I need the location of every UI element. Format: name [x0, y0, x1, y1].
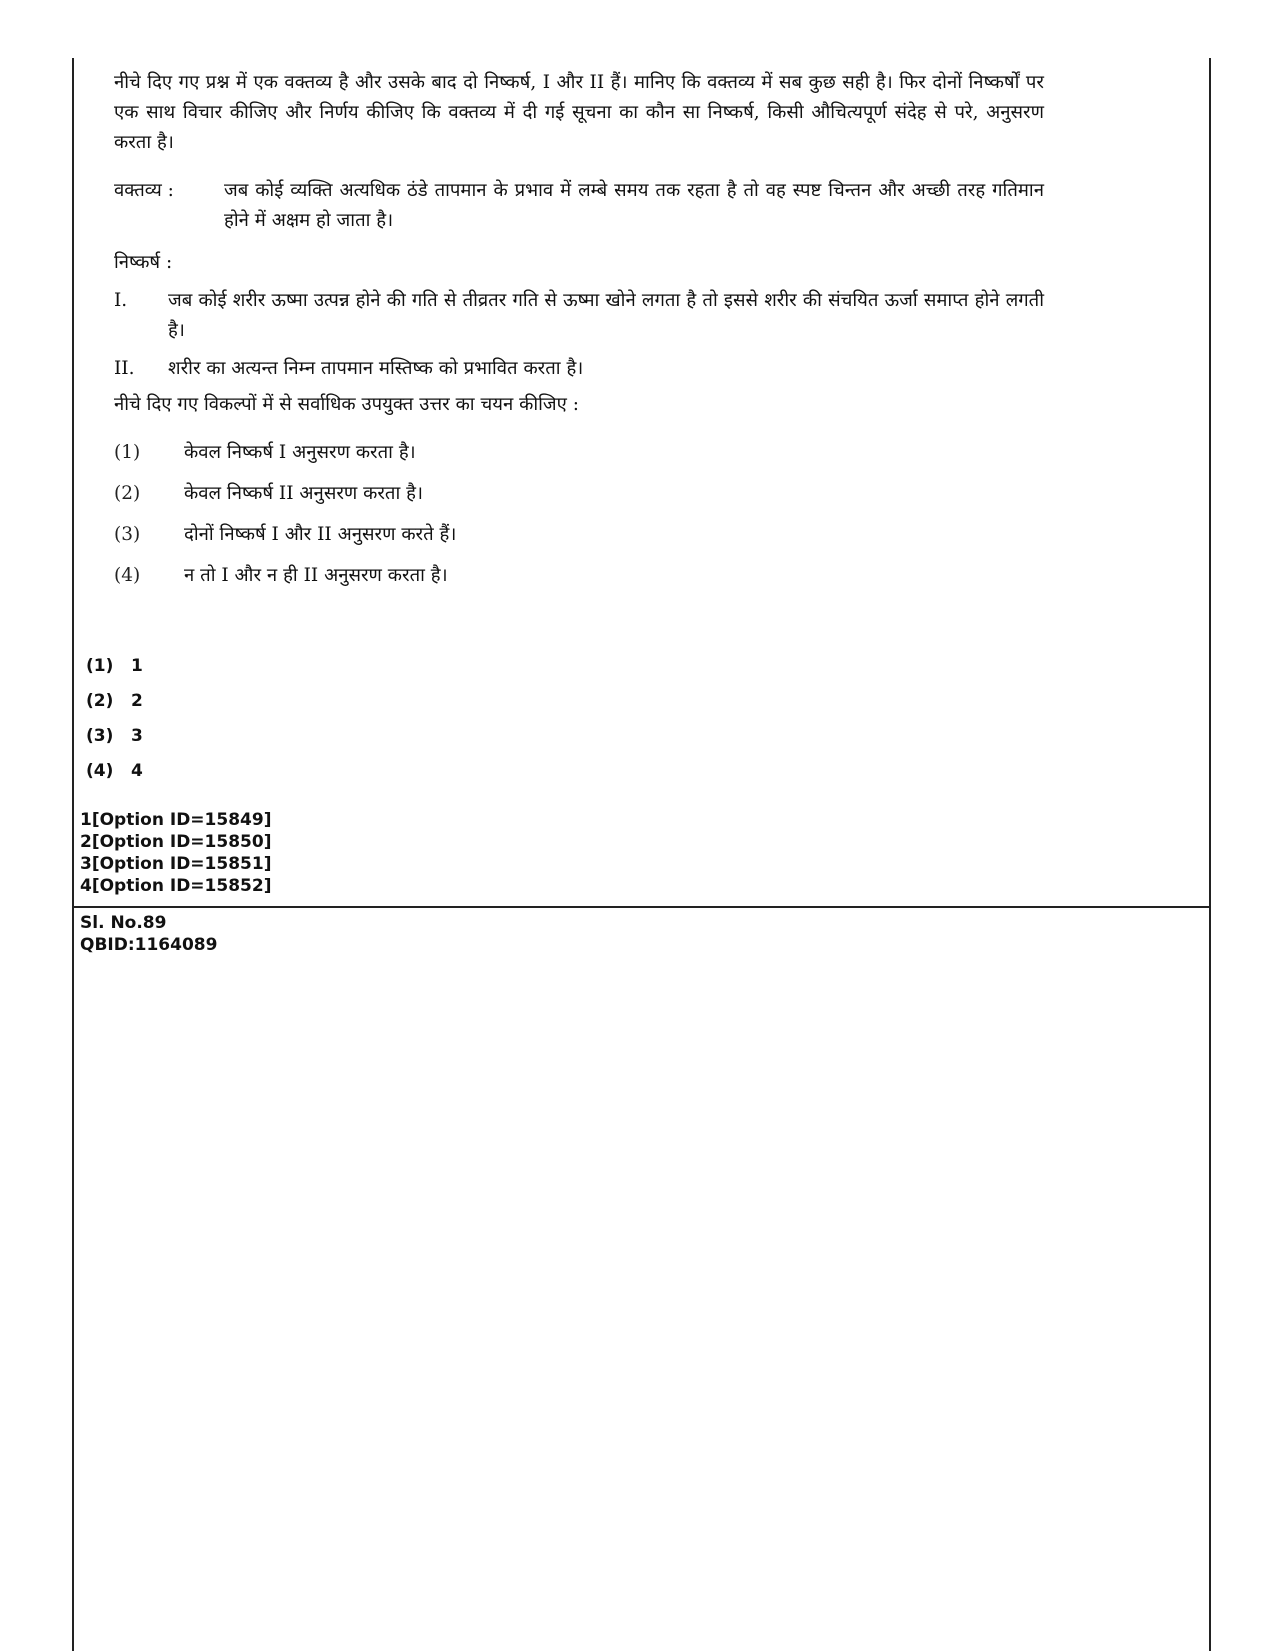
- statement-row: [114, 176, 1044, 236]
- question-block: [114, 68, 1044, 602]
- conclusions-label: निष्कर्ष :: [114, 251, 173, 273]
- option-id: 2[Option ID=15850]: [80, 832, 272, 852]
- answer-option-number: (4): [86, 761, 114, 781]
- answer-option-value: 3: [131, 726, 143, 746]
- answer-option[interactable]: [86, 656, 143, 691]
- answer-option-number: (1): [86, 656, 114, 676]
- answer-option-value: 2: [131, 691, 143, 711]
- conclusion-text: शरीर का अत्यन्त निम्न तापमान मस्तिष्क को प्रभावित करता है।: [168, 357, 584, 379]
- option-id-list: [80, 809, 271, 897]
- answer-option-value: 4: [131, 761, 143, 781]
- choice-list: [114, 438, 1044, 591]
- choice-item: [114, 520, 1044, 550]
- answer-instruction: नीचे दिए गए विकल्पों में से सर्वाधिक उपयुक्त उत्तर का चयन कीजिए :: [114, 393, 579, 415]
- conclusion-item: [114, 354, 1044, 384]
- choice-number: (1): [114, 441, 141, 463]
- answer-option[interactable]: [86, 726, 143, 761]
- option-id: 1[Option ID=15849]: [80, 810, 272, 830]
- qbid: QBID:1164089: [80, 935, 218, 955]
- choice-text: केवल निष्कर्ष II अनुसरण करता है।: [184, 482, 423, 504]
- serial-number: Sl. No.89: [80, 913, 167, 933]
- choice-item: [114, 479, 1044, 509]
- choice-text: न तो I और न ही II अनुसरण करता है।: [184, 564, 448, 586]
- statement-label: वक्तव्य :: [114, 179, 174, 201]
- answer-option[interactable]: [86, 691, 143, 726]
- question-intro: नीचे दिए गए प्रश्न में एक वक्तव्य है और उसके बाद दो निष्कर्ष, I और II हैं। मानिए कि वक्तव्य में सब कुछ सही है। फिर दोनों निष्कर्षों पर एक साथ विचार कीजिए और निर्णय कीजिए कि वक्तव्य में दी गई सूचना का कौन सा निष्कर्ष, किसी औचित्यपूर्ण संदेह से परे, अनुसरण करता है।: [114, 72, 1044, 153]
- choice-number: (2): [114, 482, 141, 504]
- next-question-meta: [80, 912, 217, 956]
- option-id: 4[Option ID=15852]: [80, 876, 272, 896]
- answer-options: [86, 656, 143, 796]
- conclusion-text: जब कोई शरीर ऊष्मा उत्पन्न होने की गति से तीव्रतर गति से ऊष्मा खोने लगता है तो इससे शरीर की संचयित ऊर्जा समाप्त होने लगती है।: [168, 289, 1044, 341]
- choice-text: दोनों निष्कर्ष I और II अनुसरण करते हैं।: [184, 523, 457, 545]
- statement-text: जब कोई व्यक्ति अत्यधिक ठंडे तापमान के प्रभाव में लम्बे समय तक रहता है तो वह स्पष्ट चिन्तन और अच्छी तरह गतिमान होने में अक्षम हो जाता है।: [224, 179, 1044, 231]
- choice-text: केवल निष्कर्ष I अनुसरण करता है।: [184, 441, 416, 463]
- answer-option-number: (2): [86, 691, 114, 711]
- choice-item: [114, 561, 1044, 591]
- conclusion-number: I.: [114, 289, 128, 311]
- answer-option[interactable]: [86, 761, 143, 796]
- conclusion-number: II.: [114, 357, 135, 379]
- option-id: 3[Option ID=15851]: [80, 854, 272, 874]
- right-border-line: [1209, 58, 1211, 1651]
- choice-number: (4): [114, 564, 141, 586]
- question-separator-line: [72, 906, 1211, 908]
- answer-option-value: 1: [131, 656, 143, 676]
- left-border-line: [72, 58, 74, 1651]
- choice-number: (3): [114, 523, 141, 545]
- choice-item: [114, 438, 1044, 468]
- answer-option-number: (3): [86, 726, 114, 746]
- conclusion-item: [114, 286, 1044, 346]
